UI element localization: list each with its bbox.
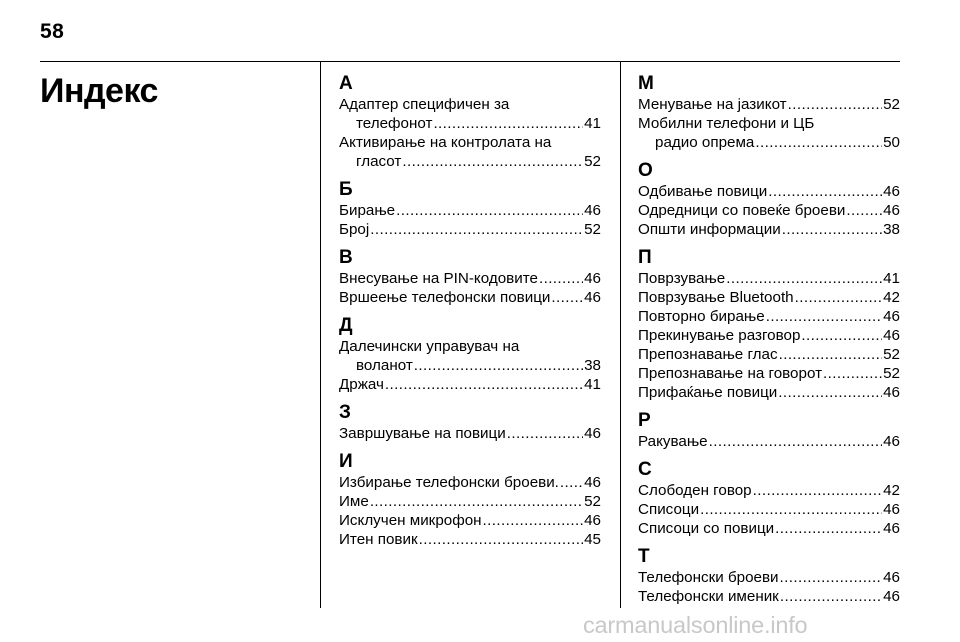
index-entry	[638, 114, 900, 152]
section-letter: А	[339, 73, 353, 94]
section-letter: В	[339, 247, 353, 268]
entry-text: Избирање телефонски броеви.	[339, 474, 559, 491]
entry-line	[339, 220, 601, 239]
dot-leader	[780, 568, 883, 587]
index-entry	[339, 530, 601, 549]
entry-line	[339, 473, 601, 492]
entry-line	[339, 152, 601, 171]
section-letter: П	[638, 247, 652, 268]
dot-leader	[419, 530, 583, 549]
dot-leader	[788, 95, 882, 114]
entry-text: Препознавање на говорот	[638, 365, 823, 382]
entry-text: Ракување	[638, 433, 708, 450]
index-entry	[638, 182, 900, 201]
index-section	[638, 161, 900, 239]
entry-line	[638, 182, 900, 201]
entry-text: Телефонски броеви	[638, 569, 779, 586]
entry-page-number: 52	[584, 153, 601, 170]
entry-line	[638, 481, 900, 500]
dot-leader	[539, 269, 583, 288]
index-section	[638, 547, 900, 606]
entry-text: Име	[339, 493, 369, 510]
entry-text: Бирање	[339, 202, 396, 219]
index-entry	[339, 95, 601, 133]
header-divider	[40, 61, 900, 62]
entry-text: Телефонски именик	[638, 588, 779, 605]
entry-line	[638, 288, 900, 307]
index-entry	[638, 500, 900, 519]
index-entry	[638, 383, 900, 402]
entry-line	[339, 511, 601, 530]
entry-page-number: 41	[584, 115, 601, 132]
dot-leader	[402, 152, 583, 171]
entry-line	[638, 95, 900, 114]
entry-line	[339, 201, 601, 220]
entry-line	[638, 220, 900, 239]
entry-text: Прекинување разговор	[638, 327, 801, 344]
dot-leader	[779, 345, 883, 364]
entry-text: Итен повик	[339, 531, 418, 548]
index-section	[339, 452, 601, 549]
entry-line	[339, 375, 601, 394]
index-entry	[339, 133, 601, 171]
entry-line	[339, 114, 601, 133]
index-entry	[339, 424, 601, 443]
index-entry	[339, 492, 601, 511]
entry-page-number: 52	[584, 493, 601, 510]
entry-page-number: 41	[584, 376, 601, 393]
entry-line	[339, 424, 601, 443]
index-entry	[638, 568, 900, 587]
index-entry	[638, 201, 900, 220]
index-section	[638, 460, 900, 538]
dot-leader	[700, 500, 882, 519]
entry-page-number: 46	[883, 183, 900, 200]
entry-page-number: 46	[584, 289, 601, 306]
dot-leader	[823, 364, 882, 383]
index-entry	[638, 288, 900, 307]
entry-text: Одредници со повеќе броеви	[638, 202, 846, 219]
dot-leader	[766, 307, 882, 326]
section-letter: С	[638, 459, 652, 480]
index-entry	[339, 473, 601, 492]
dot-leader	[433, 114, 583, 133]
entry-line	[638, 201, 900, 220]
page-title: Индекс	[40, 72, 158, 110]
index-section	[339, 403, 601, 443]
entry-text: Поврзување	[638, 270, 726, 287]
entry-page-number: 45	[584, 531, 601, 548]
index-entry	[638, 432, 900, 451]
index-entry	[638, 519, 900, 538]
entry-line	[339, 530, 601, 549]
dot-leader	[801, 326, 882, 345]
index-entry	[339, 288, 601, 307]
entry-line	[339, 492, 601, 511]
index-entry	[638, 481, 900, 500]
index-column-2	[638, 74, 900, 606]
entry-page-number: 52	[883, 96, 900, 113]
entry-text: Број	[339, 221, 370, 238]
section-letter: М	[638, 73, 654, 94]
entry-text: Далечински управувач на	[339, 338, 520, 355]
entry-text: Прифаќање повици	[638, 384, 778, 401]
entry-line	[638, 133, 900, 152]
entry-line	[339, 337, 601, 356]
entry-page-number: 46	[883, 520, 900, 537]
entry-text: Одбивање повици	[638, 183, 768, 200]
dot-leader	[414, 356, 583, 375]
entry-page-number: 52	[883, 346, 900, 363]
index-entry	[638, 326, 900, 345]
section-letter: Т	[638, 546, 650, 567]
index-entry	[339, 337, 601, 375]
dot-leader	[846, 201, 882, 220]
dot-leader	[551, 288, 583, 307]
entry-text: Мобилни телефони и ЦБ	[638, 115, 815, 132]
index-section	[339, 74, 601, 171]
index-section	[339, 316, 601, 394]
entry-text: Поврзување Bluetooth	[638, 289, 794, 306]
entry-text: гласот	[356, 153, 402, 170]
entry-page-number: 52	[584, 221, 601, 238]
entry-page-number: 46	[883, 384, 900, 401]
column-divider-left	[320, 62, 321, 608]
entry-page-number: 46	[883, 327, 900, 344]
entry-page-number: 50	[883, 134, 900, 151]
entry-line	[339, 288, 601, 307]
index-entry	[339, 201, 601, 220]
dot-leader	[795, 288, 882, 307]
index-entry	[638, 95, 900, 114]
dot-leader	[396, 201, 583, 220]
entry-line	[638, 519, 900, 538]
entry-text: воланот	[356, 357, 413, 374]
dot-leader	[775, 519, 882, 538]
entry-line	[638, 269, 900, 288]
entry-text: Држач	[339, 376, 384, 393]
entry-text: Списоци со повици	[638, 520, 775, 537]
entry-page-number: 46	[584, 270, 601, 287]
entry-line	[339, 133, 601, 152]
watermark: carmanualsonline.info	[583, 612, 808, 638]
section-letter: Р	[638, 410, 651, 431]
entry-text: Адаптер специфичен за	[339, 96, 510, 113]
column-divider-right	[620, 62, 621, 608]
dot-leader	[780, 587, 882, 606]
entry-text: Вршеење телефонски повици	[339, 289, 551, 306]
dot-leader	[483, 511, 584, 530]
entry-page-number: 46	[883, 433, 900, 450]
section-letter: И	[339, 451, 353, 472]
entry-line	[638, 345, 900, 364]
index-column-1	[339, 74, 601, 549]
entry-line	[638, 383, 900, 402]
index-entry	[638, 269, 900, 288]
index-entry	[339, 511, 601, 530]
entry-text: телефонот	[356, 115, 433, 132]
section-letter: О	[638, 160, 653, 181]
index-entry	[638, 220, 900, 239]
entry-page-number: 38	[584, 357, 601, 374]
entry-line	[339, 95, 601, 114]
section-letter: Б	[339, 179, 353, 200]
entry-page-number: 46	[883, 569, 900, 586]
entry-line	[339, 269, 601, 288]
page-number: 58	[40, 20, 65, 43]
entry-page-number: 46	[584, 474, 601, 491]
dot-leader	[778, 383, 882, 402]
entry-page-number: 46	[883, 308, 900, 325]
dot-leader	[370, 220, 583, 239]
section-letter: Д	[339, 315, 353, 336]
dot-leader	[709, 432, 882, 451]
index-section	[339, 180, 601, 239]
entry-text: Општи информации	[638, 221, 781, 238]
index-entry	[638, 587, 900, 606]
index-section	[638, 411, 900, 451]
entry-text: Списоци	[638, 501, 700, 518]
entry-page-number: 46	[883, 501, 900, 518]
entry-text: Повторно бирање	[638, 308, 765, 325]
dot-leader	[507, 424, 583, 443]
entry-page-number: 46	[883, 202, 900, 219]
entry-text: Препознавање глас	[638, 346, 778, 363]
entry-line	[638, 364, 900, 383]
entry-text: Активирање на контролата на	[339, 134, 552, 151]
entry-page-number: 41	[883, 270, 900, 287]
entry-page-number: 38	[883, 221, 900, 238]
entry-text: Внесување на PIN-кодовите	[339, 270, 538, 287]
dot-leader	[753, 481, 882, 500]
entry-line	[638, 432, 900, 451]
dot-leader	[385, 375, 583, 394]
entry-page-number: 46	[584, 512, 601, 529]
index-entry	[638, 307, 900, 326]
entry-line	[638, 500, 900, 519]
index-entry	[339, 375, 601, 394]
index-entry	[339, 269, 601, 288]
dot-leader	[370, 492, 583, 511]
section-letter: З	[339, 402, 351, 423]
entry-page-number: 46	[584, 425, 601, 442]
entry-line	[638, 568, 900, 587]
index-section	[638, 74, 900, 152]
index-entry	[638, 364, 900, 383]
entry-text: радио опрема	[655, 134, 755, 151]
entry-page-number: 52	[883, 365, 900, 382]
entry-text: Слободен говор	[638, 482, 752, 499]
entry-line	[638, 587, 900, 606]
dot-leader	[782, 220, 882, 239]
entry-page-number: 46	[584, 202, 601, 219]
entry-page-number: 46	[883, 588, 900, 605]
entry-line	[638, 307, 900, 326]
dot-leader	[560, 473, 583, 492]
entry-text: Менување на јазикот	[638, 96, 787, 113]
index-section	[638, 248, 900, 402]
entry-text: Исклучен микрофон	[339, 512, 482, 529]
dot-leader	[726, 269, 882, 288]
index-entry	[638, 345, 900, 364]
entry-page-number: 42	[883, 482, 900, 499]
dot-leader	[768, 182, 882, 201]
entry-text: Завршување на повици	[339, 425, 506, 442]
entry-line	[638, 114, 900, 133]
index-section	[339, 248, 601, 307]
dot-leader	[755, 133, 882, 152]
entry-page-number: 42	[883, 289, 900, 306]
entry-line	[339, 356, 601, 375]
entry-line	[638, 326, 900, 345]
index-entry	[339, 220, 601, 239]
